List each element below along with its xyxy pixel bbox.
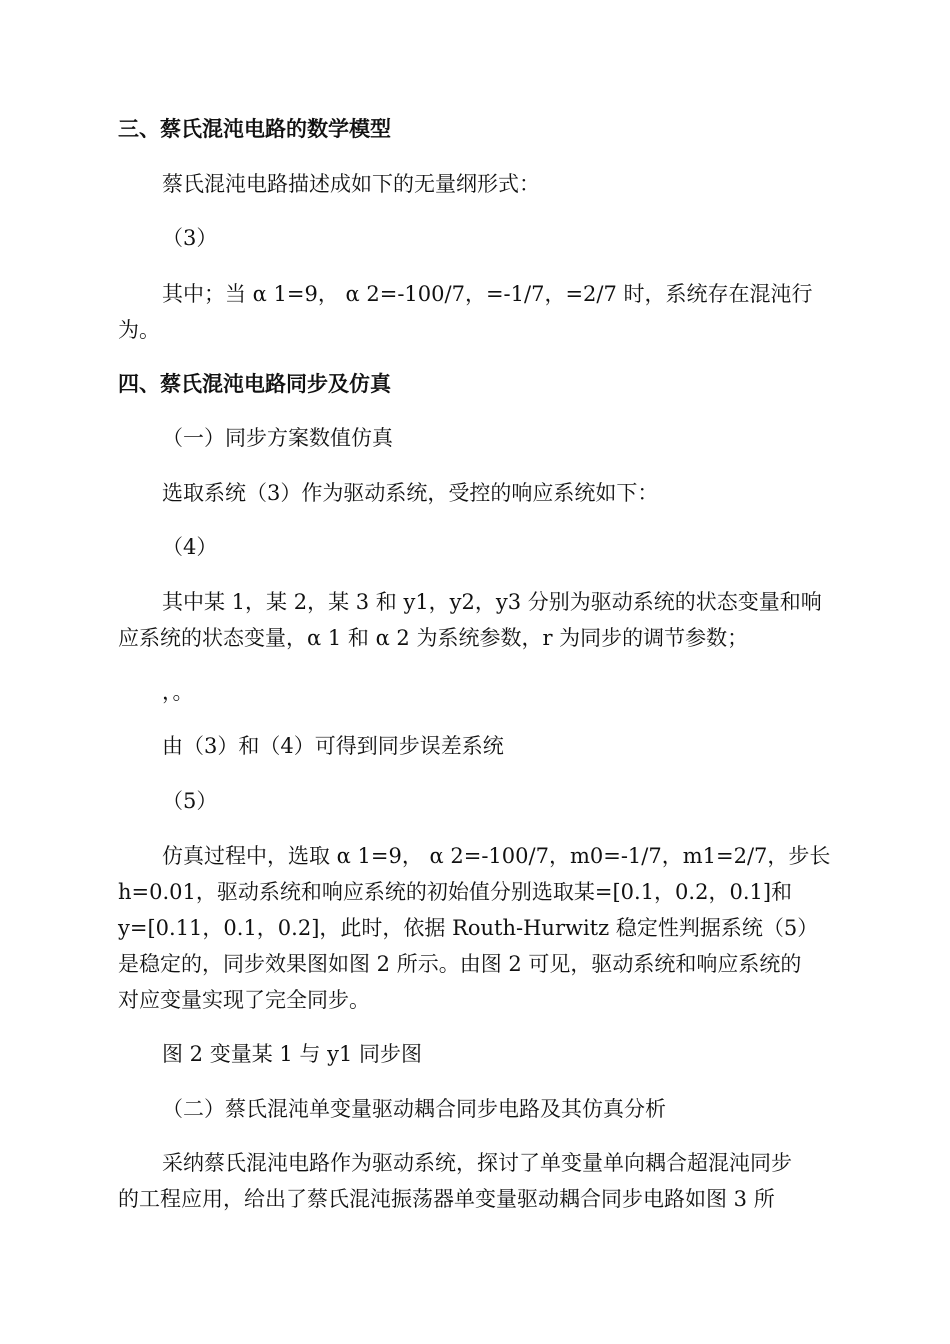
paragraph-line: 应系统的状态变量，α 1 和 α 2 为系统参数，r 为同步的调节参数； — [118, 626, 749, 650]
equation-number: （4） — [162, 535, 218, 559]
subsection-heading: （一）同步方案数值仿真 — [162, 426, 393, 450]
paragraph-line: 其中；当 α 1=9， α 2=-100/7，=-1/7，=2/7 时，系统存在混沌行 — [162, 282, 813, 306]
paragraph-line: h=0.01，驱动系统和响应系统的初始值分别选取某=[0.1，0.2，0.1]和 — [118, 880, 793, 904]
paragraph-line: 由（3）和（4）可得到同步误差系统 — [162, 734, 504, 758]
paragraph-line: 选取系统（3）作为驱动系统，受控的响应系统如下： — [162, 481, 659, 505]
paragraph-line: 其中某 1，某 2，某 3 和 y1，y2，y3 分别为驱动系统的状态变量和响 — [162, 590, 822, 614]
paragraph-line: 蔡氏混沌电路描述成如下的无量纲形式： — [162, 172, 540, 196]
figure-caption: 图 2 变量某 1 与 y1 同步图 — [162, 1042, 422, 1066]
paragraph-line: 是稳定的，同步效果图如图 2 所示。由图 2 可见，驱动系统和响应系统的 — [118, 952, 802, 976]
section-heading-3: 三、蔡氏混沌电路的数学模型 — [118, 116, 391, 141]
paragraph-line: ，。 — [162, 680, 194, 704]
subsection-heading: （二）蔡氏混沌单变量驱动耦合同步电路及其仿真分析 — [162, 1097, 666, 1121]
paragraph-line: 仿真过程中，选取 α 1=9， α 2=-100/7，m0=-1/7，m1=2/7，步长 — [162, 844, 831, 868]
equation-number: （3） — [162, 226, 218, 250]
paragraph-line: 的工程应用，给出了蔡氏混沌振荡器单变量驱动耦合同步电路如图 3 所 — [118, 1187, 775, 1211]
paragraph-line: 对应变量实现了完全同步。 — [118, 988, 370, 1012]
paragraph-line: 为。 — [118, 318, 160, 342]
equation-number: （5） — [162, 789, 218, 813]
paragraph-line: 采纳蔡氏混沌电路作为驱动系统，探讨了单变量单向耦合超混沌同步 — [162, 1151, 792, 1175]
section-heading-4: 四、蔡氏混沌电路同步及仿真 — [118, 371, 391, 396]
paragraph-line: y=[0.11，0.1，0.2]，此时，依据 Routh-Hurwitz 稳定性判据系统（5） — [118, 916, 819, 940]
